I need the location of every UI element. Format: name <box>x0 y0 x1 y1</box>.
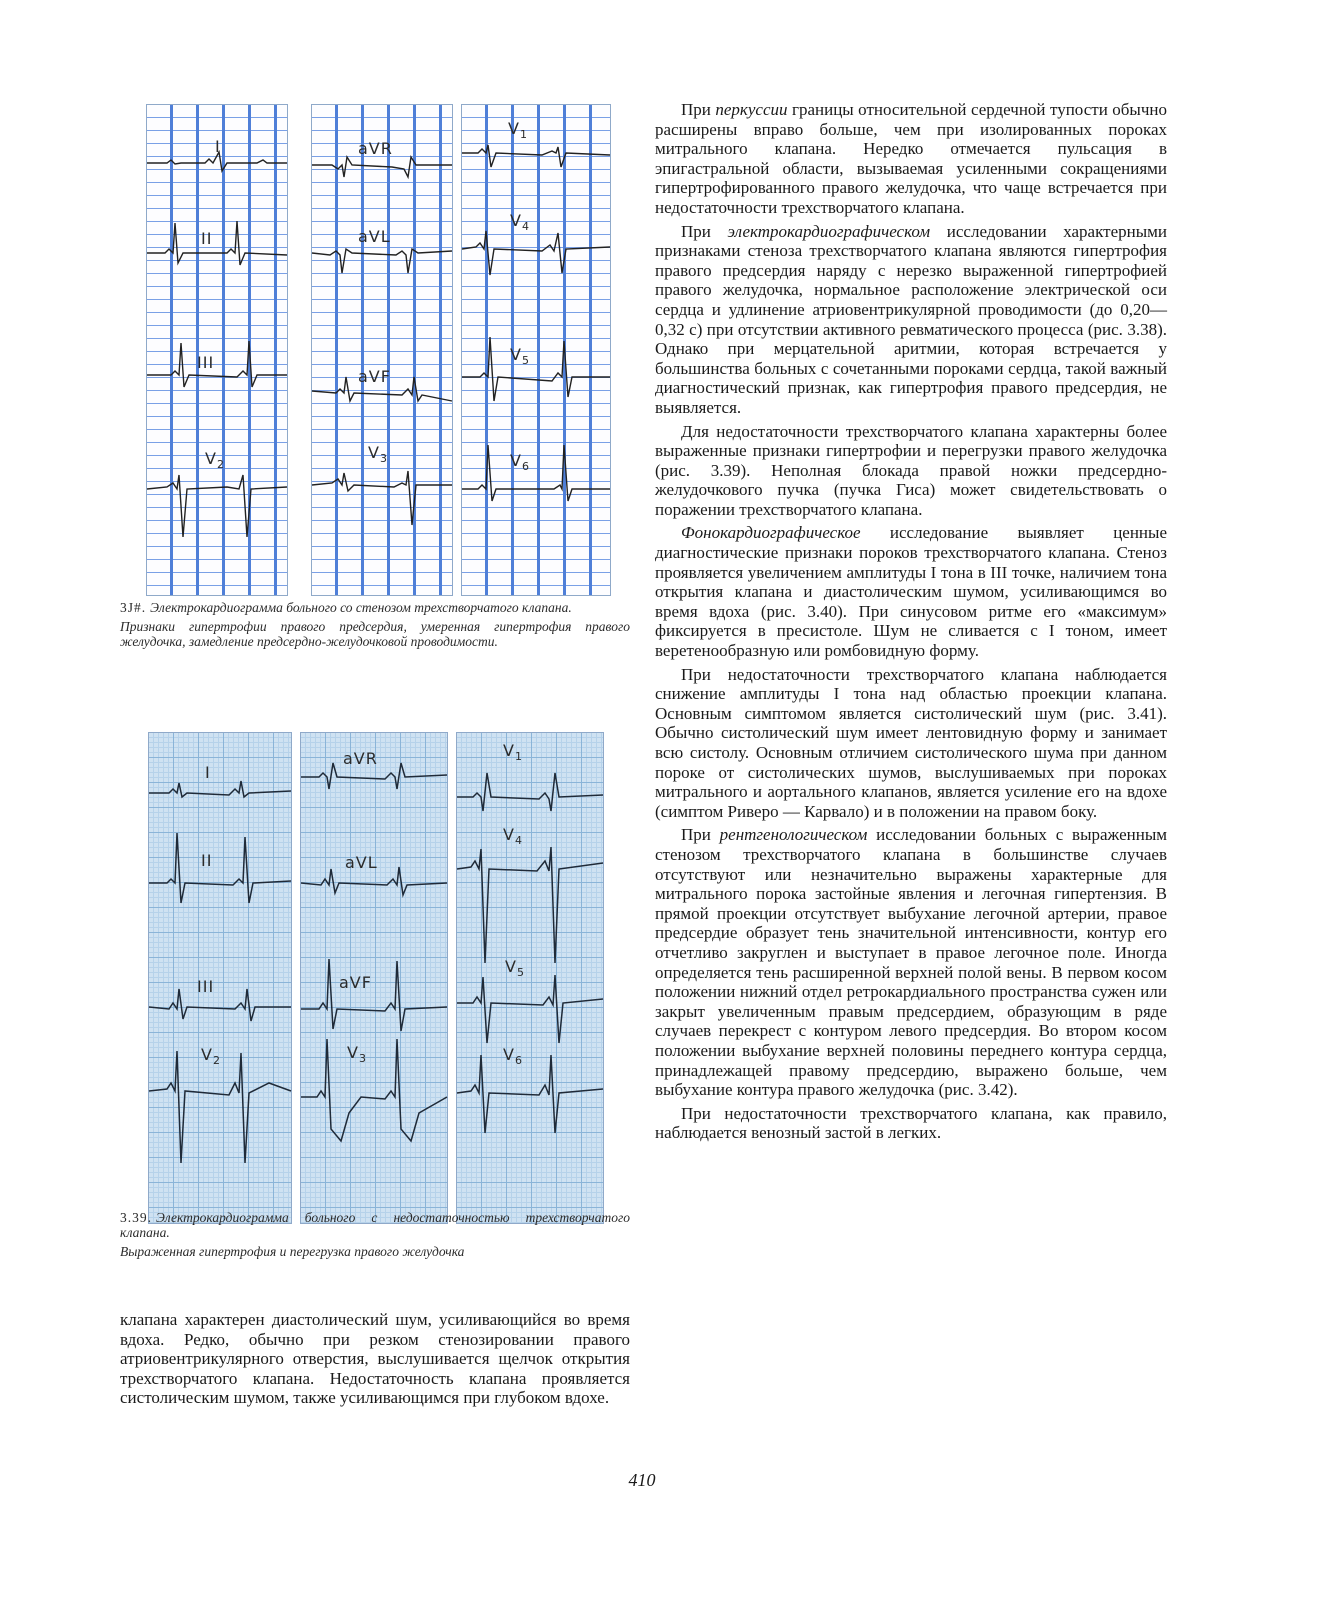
lead-label-V4 <box>503 825 523 847</box>
caption-text: Признаки гипертрофии правого предсердия, умеренная гипертрофия правого желудочка, замедление предсердно-желудочковой проводимости. <box>120 619 630 649</box>
lead-label-V4 <box>510 211 530 233</box>
lead-label-I: I <box>215 137 221 156</box>
lead-label-V2 <box>205 449 225 471</box>
lead-label-V5 <box>505 957 525 979</box>
lead-subscript: 1 <box>514 750 523 764</box>
lead-subscript: 2 <box>216 458 225 472</box>
lead-letter: V <box>503 825 515 844</box>
paragraph-percussion <box>655 100 1167 218</box>
lead-label-V5 <box>510 345 530 367</box>
ecg-panel-limb-leads <box>148 732 292 1224</box>
lead-label-aVF: aVF <box>358 367 391 386</box>
ecg-figure-stenosis <box>146 104 652 594</box>
left-column <box>120 1310 630 1412</box>
ecg-panel-chest-leads <box>456 732 604 1224</box>
text: границы относительной сердечной тупости обычно расширены вправо больше, чем при изолированных пороках митрального клапана. Нередко отмечается пульсация в эпигастральной области, вызываемая усиленными сокращениями гипертрофированного правого желудочка, что чаще встречается при недостаточности трехстворчатого клапана. <box>655 100 1167 217</box>
lead-label-aVR: aVR <box>358 139 393 158</box>
paragraph-venous-congestion: При недостаточности трехстворчатого клапана, как правило, наблюдается венозный застой в легких. <box>655 1103 1167 1143</box>
lead-subscript: 1 <box>519 128 528 142</box>
lead-label-V1 <box>503 741 523 763</box>
paragraph-radiology <box>655 825 1167 1099</box>
figure-caption-stenosis <box>120 600 630 653</box>
lead-subscript: 3 <box>358 1052 367 1066</box>
emphasis: перкуссии <box>715 100 788 119</box>
emphasis: рентгенологическом <box>719 825 868 845</box>
lead-letter: V <box>508 119 520 138</box>
lead-subscript: 6 <box>514 1054 523 1068</box>
ecg-traces <box>149 733 291 1223</box>
text: исследовании больных с выраженным стенозом трехстворчатого клапана в большинстве случаев отсутствуют или незначительно выражены характерные для митрального порока застойные явления и легочная гипертензия. В прямой проекции отсутствует выбухание легочной артерии, правое предсердие образует тень значительной интенсивности, контур его отчетливо закруглен и выступает в правое легочное поле. Иногда определяется тень расширенной верхней полой вены. В первом косом положении нижний отдел ретрокардиального пространства сужен или закрыт увеличенным правым предсердием, образующим в ряде случаев перекрест с контуром левого предсердия. Во втором косом положении выбухание верхней половины переднего контура сердца, принадлежащей правому предсердию, выражено больше, чем выбухание контура правого желудочка (рис. 3.42). <box>655 825 1167 1100</box>
caption-text: Выраженная гипертрофия и перегрузка правого желудочка <box>120 1244 465 1259</box>
lead-subscript: 4 <box>521 220 530 234</box>
ecg-traces <box>462 105 610 595</box>
caption-title: Электрокардиограмма больного со стенозом трехстворчатого клапана. <box>150 600 572 615</box>
lead-label-V1 <box>508 119 528 141</box>
lead-label-V3 <box>368 443 388 465</box>
lead-letter: V <box>505 957 517 976</box>
paragraph-ecg <box>655 222 1167 418</box>
text: исследование выявляет ценные диагностические признаки пороков трехстворчатого клапана. Стеноз проявляется увеличением амплитуды I тона в III точке, наличием тона открытия клапана и диастолическим шумом, усиливающимся во время вдоха (рис. 3.40). При синусовом ритме его «максимум» фиксируется в пресистоле. Шум не сливается с I тоном, имеет веретенообразную или ромбовидную форму. <box>655 523 1167 661</box>
lead-label-II: II <box>201 229 213 248</box>
lead-subscript: 2 <box>212 1054 221 1068</box>
lead-label-V3 <box>347 1043 367 1065</box>
lead-label-aVR: aVR <box>343 749 378 768</box>
text: При <box>681 221 728 241</box>
text: исследовании характерными признаками стеноза трехстворчатого клапана являются гипертрофия правого предсердия наряду с нерезко выраженной гипертрофией правого желудочка, нормальное расположение электрической оси сердца и удлинение атриовентрикулярной проводимости (до 0,20—0,32 с) при отсутствии активного ревматического процесса (рис. 3.38). Однако при мерцательной аритмии, которая встречается у большинства больных с сочетанными пороками сердца, такой важный диагностический признак, как гипертрофия правого предсердия, не выявляется. <box>655 221 1167 417</box>
ecg-traces <box>457 733 603 1223</box>
lead-letter: V <box>510 345 522 364</box>
lead-subscript: 3 <box>379 452 388 466</box>
lead-letter: V <box>503 741 515 760</box>
lead-letter: V <box>368 443 380 462</box>
caption-title: Электрокардиограмма больного с недостаточностью трехстворчатого клапана. <box>120 1210 630 1240</box>
lead-label-V2 <box>201 1045 221 1067</box>
text: При <box>681 825 720 845</box>
caption-title-line <box>120 600 630 615</box>
text: При <box>681 100 716 119</box>
caption-number: 3.39. <box>120 1210 152 1225</box>
lead-label-aVL: aVL <box>358 227 391 246</box>
ecg-panel-chest-leads <box>461 104 611 596</box>
lead-label-I: I <box>205 763 211 782</box>
ecg-traces <box>301 733 447 1223</box>
page-number: 410 <box>628 1470 656 1490</box>
paragraph-insufficiency-ecg: Для недостаточности трехстворчатого клапана характерны более выраженные признаки гипертрофии и перегрузки правого желудочка (рис. 3.39). Неполная блокада правой ножки предсердно-желудочкового пучка (пучка Гиса) может свидетельствовать о поражении трехстворчатого клапана. <box>655 421 1167 519</box>
lead-subscript: 5 <box>516 966 525 980</box>
ecg-figure-insufficiency <box>148 732 654 1222</box>
ecg-panel-augmented-leads <box>311 104 453 596</box>
lead-letter: V <box>510 451 522 470</box>
right-column <box>655 100 1167 1147</box>
lead-subscript: 6 <box>521 460 530 474</box>
paragraph-systolic-murmur: При недостаточности трехстворчатого клапана наблюдается снижение амплитуды I тона над областью проекции клапана. Основным симптомом является систолический шум (рис. 3.41). Обычно систолический шум имеет лентовидную форму и занимает всю систолу. Основным отличием систолического шума при данном пороке от систолических шумов, выслушиваемых при пороках митрального и аортального клапанов, является усиление его на вдохе (симптом Риверо — Карвало) и в положении на правом боку. <box>655 664 1167 821</box>
caption-number: 3J#. <box>120 600 147 615</box>
ecg-traces <box>147 105 287 595</box>
lead-letter: V <box>205 449 217 468</box>
emphasis: электрокардиографическом <box>727 221 931 241</box>
lead-letter: V <box>347 1043 359 1062</box>
lead-letter: V <box>503 1045 515 1064</box>
lead-label-III: III <box>197 977 215 996</box>
paragraph-phonocardiography <box>655 523 1167 660</box>
lead-label-aVF: aVF <box>339 973 372 992</box>
ecg-traces <box>312 105 452 595</box>
lead-label-aVL: aVL <box>345 853 378 872</box>
ecg-panel-augmented-leads <box>300 732 448 1224</box>
lead-label-V6 <box>503 1045 523 1067</box>
lead-label-II: II <box>201 851 213 870</box>
lead-letter: V <box>510 211 522 230</box>
lead-label-III: III <box>197 353 215 372</box>
figure-caption-insufficiency <box>120 1210 630 1263</box>
lead-label-V6 <box>510 451 530 473</box>
paragraph: клапана характерен диастолический шум, усиливающийся во время вдоха. Редко, обычно при резком стенозировании правого атриовентрикулярного отверстия, выслушивается щелчок открытия трехстворчатого клапана. Недостаточность клапана проявляется систолическим шумом, также усиливающимся при глубоком вдохе. <box>120 1310 630 1408</box>
emphasis: Фонокардиографическое <box>681 523 861 543</box>
ecg-panel-limb-leads <box>146 104 288 596</box>
lead-letter: V <box>201 1045 213 1064</box>
lead-subscript: 5 <box>521 354 530 368</box>
caption-title-line <box>120 1210 630 1240</box>
lead-subscript: 4 <box>514 834 523 848</box>
